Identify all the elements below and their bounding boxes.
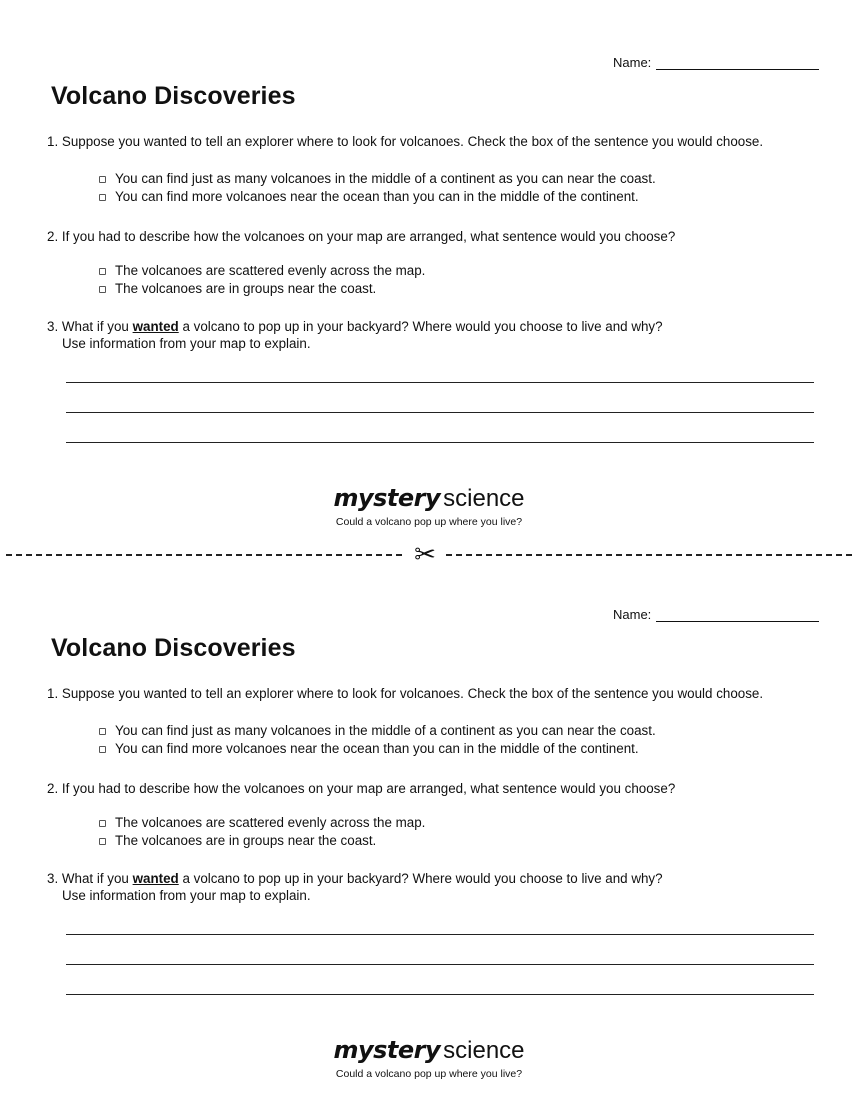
option-label: You can find more volcanoes near the ocean than you can in the middle of the continent. [115, 189, 639, 204]
mystery-science-logo [0, 1036, 858, 1065]
option-item[interactable] [96, 740, 656, 758]
brand-footer [0, 1036, 858, 1080]
name-field [613, 607, 819, 622]
question-2-options [96, 814, 425, 850]
checkbox-icon[interactable] [99, 728, 106, 735]
checkbox-icon[interactable] [99, 286, 106, 293]
option-item[interactable] [96, 262, 425, 280]
option-label: You can find more volcanoes near the ocean than you can in the middle of the continent. [115, 741, 639, 756]
page-title: Volcano Discoveries [51, 82, 296, 110]
answer-line[interactable] [66, 994, 814, 995]
answer-line[interactable] [66, 964, 814, 965]
question-2-options [96, 262, 425, 298]
logo-bold: mystery [333, 484, 441, 512]
page-title: Volcano Discoveries [51, 634, 296, 662]
question-1: 1. Suppose you wanted to tell an explorer where to look for volcanoes. Check the box of the sentence you would choose. [47, 686, 764, 701]
mystery-science-logo [0, 484, 858, 513]
tagline: Could a volcano pop up where you live? [335, 516, 523, 528]
name-blank-line[interactable] [656, 57, 819, 70]
worksheet-top [0, 0, 858, 540]
option-label: You can find just as many volcanoes in the middle of a continent as you can near the coast. [115, 171, 656, 186]
logo-bold: mystery [333, 1036, 441, 1064]
logo-light: science [443, 485, 525, 512]
tagline: Could a volcano pop up where you live? [335, 1068, 523, 1080]
question-3-suffix: a volcano to pop up in your backyard? Where would you choose to live and why? [178, 319, 663, 334]
option-item[interactable] [96, 280, 425, 298]
question-3-emphasis: wanted [132, 319, 179, 334]
option-label: The volcanoes are in groups near the coast. [115, 833, 377, 848]
option-item[interactable] [96, 814, 425, 832]
question-3-prefix: 3. What if you [47, 871, 133, 886]
answer-line[interactable] [66, 934, 814, 935]
option-item[interactable] [96, 188, 656, 206]
answer-line[interactable] [66, 442, 814, 443]
question-1-options [96, 722, 656, 758]
question-2: 2. If you had to describe how the volcanoes on your map are arranged, what sentence would you choose? [47, 229, 676, 244]
checkbox-icon[interactable] [99, 194, 106, 201]
checkbox-icon[interactable] [99, 268, 106, 275]
name-label: Name: [613, 607, 652, 622]
question-1: 1. Suppose you wanted to tell an explorer where to look for volcanoes. Check the box of the sentence you would choose. [47, 134, 764, 149]
option-label: The volcanoes are scattered evenly across the map. [115, 815, 426, 830]
option-label: You can find just as many volcanoes in the middle of a continent as you can near the coast. [115, 723, 656, 738]
question-3-suffix: a volcano to pop up in your backyard? Where would you choose to live and why? [178, 871, 663, 886]
brand-footer [0, 484, 858, 528]
option-item[interactable] [96, 170, 656, 188]
logo-light: science [443, 1037, 525, 1064]
checkbox-icon[interactable] [99, 176, 106, 183]
question-3-emphasis: wanted [132, 871, 179, 886]
option-item[interactable] [96, 832, 425, 850]
checkbox-icon[interactable] [99, 838, 106, 845]
question-1-options [96, 170, 656, 206]
name-blank-line[interactable] [656, 609, 819, 622]
option-label: The volcanoes are in groups near the coast. [115, 281, 377, 296]
option-item[interactable] [96, 722, 656, 740]
name-field [613, 55, 819, 70]
question-3-prefix: 3. What if you [47, 319, 133, 334]
option-label: The volcanoes are scattered evenly across the map. [115, 263, 426, 278]
question-3 [47, 318, 663, 352]
checkbox-icon[interactable] [99, 746, 106, 753]
question-3 [47, 870, 663, 904]
answer-line[interactable] [66, 382, 814, 383]
question-3-line2: Use information from your map to explain. [62, 888, 311, 903]
question-2: 2. If you had to describe how the volcanoes on your map are arranged, what sentence would you choose? [47, 781, 676, 796]
checkbox-icon[interactable] [99, 820, 106, 827]
name-label: Name: [613, 55, 652, 70]
answer-line[interactable] [66, 412, 814, 413]
question-3-line2: Use information from your map to explain. [62, 336, 311, 351]
worksheet-bottom [0, 552, 858, 1092]
scissors-icon: ✂ [414, 540, 436, 570]
